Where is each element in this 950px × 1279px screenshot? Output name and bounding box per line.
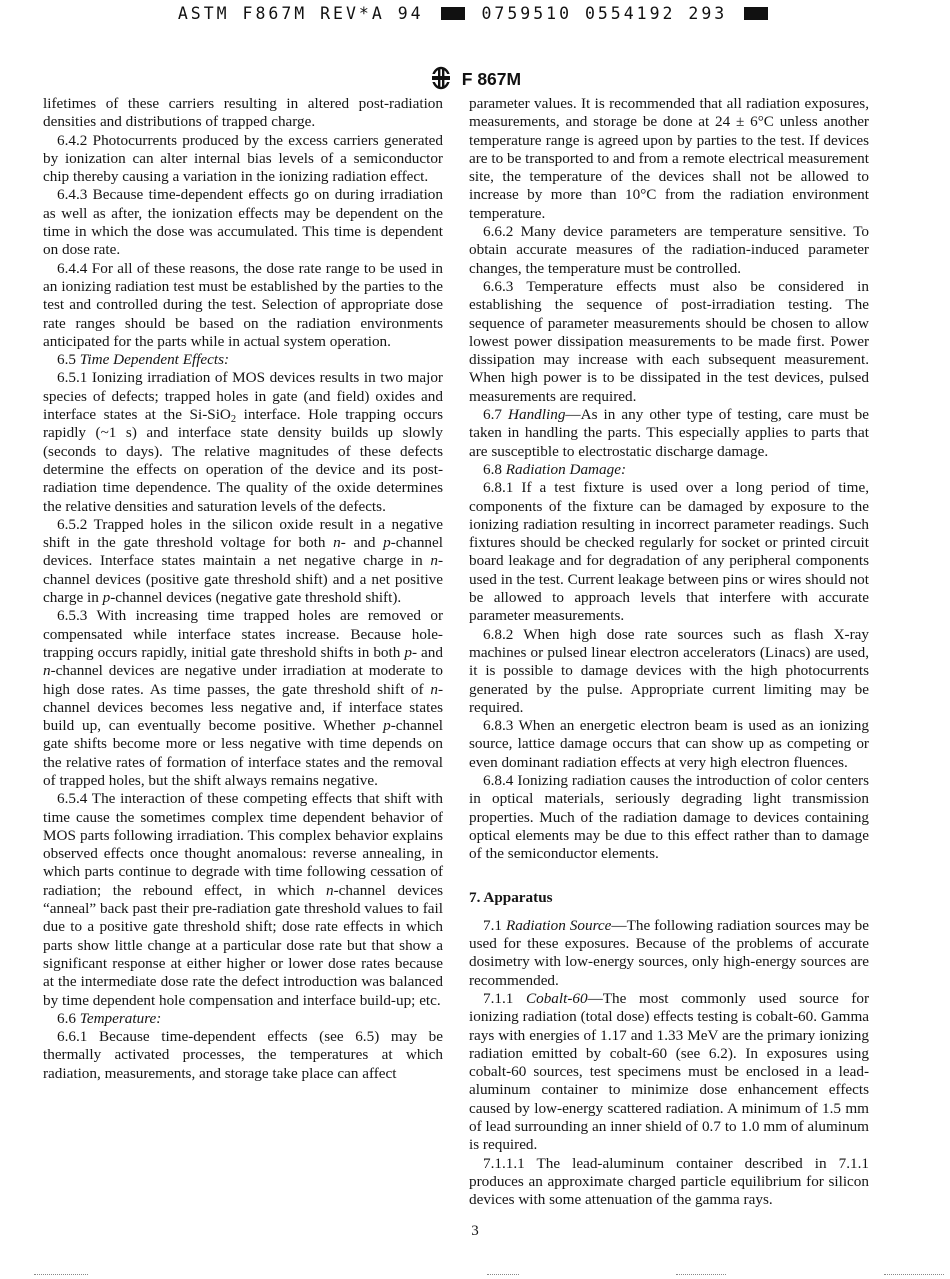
- standard-designation: F 867M: [461, 69, 522, 89]
- paragraph-6-8-1: 6.8.1 If a test fixture is used over a long period of time, components of the fixture can be damaged by exposure to the ionizing radiation resulting in incorrect parameter readings. Such fixtures should be checked regularly for socket or printed circuit board leakage and for degradation of any peripheral components used in the test. Current leakage between pins or wires should not be allowed to approach levels that interfere with accurate parameter measurements.: [469, 479, 869, 625]
- scan-artifact-line: [676, 1274, 726, 1275]
- section-title: Handling: [508, 406, 566, 424]
- section-title: Time Dependent Effects:: [79, 351, 230, 369]
- section-title: Temperature:: [79, 1009, 162, 1027]
- section-6-8-heading: 6.8 Radiation Damage:: [483, 460, 626, 478]
- black-block-mark: [744, 7, 768, 20]
- scan-artifact-line: [487, 1274, 519, 1275]
- code-right: 0759510 0554192 293: [481, 4, 728, 23]
- section-title: Radiation Damage:: [505, 460, 626, 478]
- code-left: ASTM F867M REV*A 94: [177, 4, 424, 23]
- paragraph-6-4-2: 6.4.2 Photocurrents produced by the excess carriers generated by ionization can alter internal bias levels of a semiconductor chip thereby causing a variation in the ionizing radiation effect.: [43, 131, 443, 186]
- paragraph-6-5-3: 6.5.3 With increasing time trapped holes are removed or compensated while interface states increase. Because hole-trapping occurs rapidly, initial gate threshold shifts in both p- and n-channel devices are negative under irradiation at moderate to high dose rates. As time passes, the gate threshold shift of n-channel devices becomes less negative and, if interface states build up, can eventually become positive. Whether p-channel gate shifts become more or less negative with time depends on the relative rates of formation of interface states and the removal of trapped holes, but the shift always remains negative.: [43, 607, 443, 789]
- paragraph-7-1-1: 7.1.1 Cobalt-60—The most commonly used source for ionizing radiation (total dose) effects testing is cobalt-60. Gamma rays with energies of 1.17 and 1.33 MeV are the primary ionizing radiation emitted by cobalt-60 (see 6.2). In exposures using cobalt-60 sources, test specimens must be enclosed in a lead-aluminum container to minimize dose enhancement effects caused by low-energy scattered radiation. A minimum of 1.5 mm of lead surrounding an inner shield of 0.7 to 1.0 mm of aluminum is required.: [469, 989, 870, 1154]
- paragraph: lifetimes of these carriers resulting in altered post-radiation densities and distributions of trapped charge.: [43, 95, 443, 131]
- scan-artifact-line: [34, 1274, 88, 1275]
- section-6-5-heading: 6.5 Time Dependent Effects:: [57, 351, 230, 369]
- section-title: Radiation Source: [505, 916, 612, 934]
- paragraph: parameter values. It is recommended that all radiation exposures, measurements, and storage be done at 24 ± 6°C unless another temperature range is agreed upon by parties to the test. If devices are to be transported to and from a remote electrical measurement site, the temperature of the devices shall not be allowed to increase by more than 10°C from the radiation environment temperature.: [469, 95, 869, 222]
- paragraph-6-6-3: 6.6.3 Temperature effects must also be considered in establishing the sequence of post-irradiation testing. The sequence of parameter measurements should be chosen to allow lowest power dissipation measurements to be made first. Power dissipation may increase with each subsequent measurement. When high power is to be dissipated in the test devices, pulsed measurements are required.: [469, 277, 869, 405]
- paragraph-6-8-3: 6.8.3 When an energetic electron beam is used as an ionizing source, lattice damage occurs that can show up as competing or even dominant radiation effects at very high electron fluences.: [469, 717, 869, 771]
- paragraph-6-5-1: 6.5.1 Ionizing irradiation of MOS devices results in two major species of defects; trapped holes in gate (and field) oxides and interface states at the Si-SiO$_2$ interface. Hole trapping occurs rapidly (~1 s) and interface state density builds up slowly (seconds to days). The relative magnitudes of these defects determine the effects on operation of the device and its post-radiation time dependence. The quality of the oxide determines the relative densities and saturation levels of the defects.: [43, 369, 443, 515]
- paragraph-7-1: 7.1 Radiation Source—The following radiation sources may be used for these exposures. Because of the problems of accurate dosimetry with low-energy sources, only high-energy sources are recommended.: [469, 916, 870, 989]
- paragraph-6-6-2: 6.6.2 Many device parameters are temperature sensitive. To obtain accurate measures of the radiation-induced parameter changes, the temperature must be controlled.: [469, 223, 869, 277]
- black-block-mark: [441, 7, 465, 20]
- paragraph-7-1-1-1: 7.1.1.1 The lead-aluminum container described in 7.1.1 produces an approximate charged particle equilibrium for silicon devices with some attenuation of the gamma rays.: [469, 1154, 869, 1209]
- paragraph-6-6-1: 6.6.1 Because time-dependent effects (see 6.5) may be thermally activated processes, the temperatures at which radiation, measurements, and storage take place can affect: [43, 1028, 443, 1082]
- document-title: [0, 66, 950, 95]
- right-column: [469, 95, 869, 1210]
- paragraph-6-8-2: 6.8.2 When high dose rate sources such as flash X-ray machines or pulsed linear electron accelerators (Linacs) are used, it is possible to damage devices with the high photocurrents generated by the pulse. Appropriate current limiting may be required.: [469, 625, 869, 716]
- paragraph-6-4-4: 6.4.4 For all of these reasons, the dose rate range to be used in an ionizing radiation test must be established by the parties to the test and controlled during the test. Selection of appropriate dose rate ranges should be based on the radiation environments anticipated for the parts while in actual system operation.: [43, 259, 443, 350]
- paragraph-6-8-4: 6.8.4 Ionizing radiation causes the introduction of color centers in optical materials, seriously degrading light transmission properties. Much of the radiation damage to devices containing optical elements may be due to this effect rather than to damage of the semiconductor elements.: [469, 771, 869, 863]
- section-6-6-heading: 6.6 Temperature:: [57, 1009, 162, 1027]
- astm-logo-icon: [429, 66, 453, 95]
- paragraph-6-5-4: 6.5.4 The interaction of these competing effects that shift with time cause the sometimes complex time dependent behavior of MOS parts following irradiation. This complex behavior explains observed effects once thought anomalous: reverse annealing, in which parts continue to degrade with time following cessation of radiation; the rebound effect, in which n-channel devices “anneal” back past their pre-radiation gate threshold values to fail due to a positive gate threshold shift; dose rate effects in which parts show little change at a particular dose rate but that show a significant response at either higher or lower dose rates because at the intermediate dose rate the defect introduction was balanced by time dependent hole compensation and interface build-up; etc.: [43, 790, 443, 1009]
- scan-artifact-line: [884, 1274, 944, 1275]
- section-title: Cobalt-60: [525, 989, 588, 1007]
- paragraph-6-7: 6.7 Handling—As in any other type of testing, care must be taken in handling the parts. This especially applies to parts that are susceptible to electrostatic discharge damage.: [469, 406, 870, 460]
- document-code-header: [0, 4, 950, 23]
- section-7-heading: 7. Apparatus: [469, 889, 553, 907]
- paragraph-6-5-2: 6.5.2 Trapped holes in the silicon oxide result in a negative shift in the gate threshold voltage for both n- and p-channel devices. Interface states maintain a net negative charge in n-channel devices (positive gate threshold shift) and a net positive charge in p-channel devices (negative gate threshold shift).: [43, 515, 443, 607]
- left-column: [43, 95, 443, 1083]
- page-number: 3: [471, 1223, 479, 1239]
- paragraph-6-4-3: 6.4.3 Because time-dependent effects go on during irradiation as well as after, the ionization effects may be dependent on the time in which the dose was accumulated. This time is dependent on dose rate.: [43, 186, 443, 259]
